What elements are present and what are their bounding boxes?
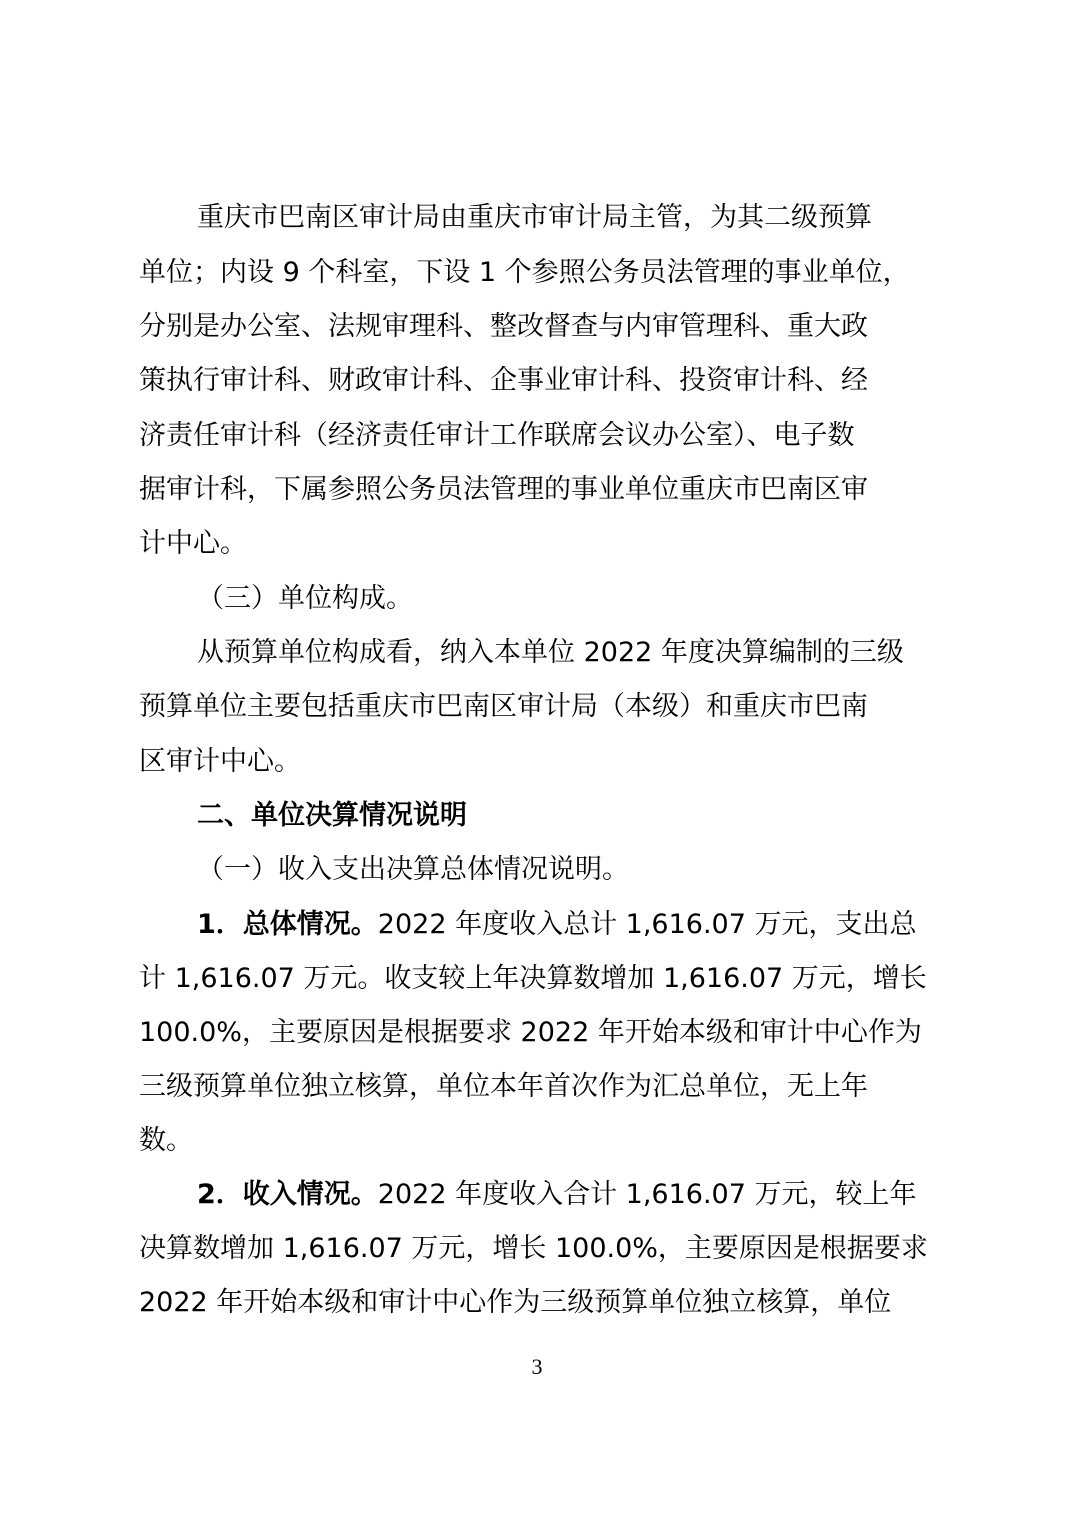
text-line (197, 1168, 917, 1222)
section-heading: 二、单位决算情况说明 (197, 800, 467, 831)
item-label: 1．总体情况。 (197, 909, 378, 940)
text-line: 预算单位主要包括重庆市巴南区审计局（本级）和重庆市巴南 (139, 691, 868, 722)
text-line: 数。 (139, 1125, 193, 1156)
subheading-unit-composition: （三）单位构成。 (197, 583, 413, 614)
text-line: 从预算单位构成看，纳入本单位 2022 年度决算编制的三级 (197, 637, 904, 668)
text-line: 100.0%，主要原因是根据要求 2022 年开始本级和审计中心作为 (139, 1017, 922, 1048)
text-line: 济责任审计科（经济责任审计工作联席会议办公室）、电子数 (139, 420, 855, 451)
text-line: 分别是办公室、法规审理科、整改督查与内审管理科、重大政 (139, 311, 868, 342)
item-text: 2022 年度收入合计 1,616.07 万元，较上年 (377, 1179, 917, 1210)
page-number: 3 (531, 1354, 543, 1379)
text-line: 策执行审计科、财政审计科、企事业审计科、投资审计科、经 (139, 365, 868, 396)
subheading-overview: （一）收入支出决算总体情况说明。 (197, 854, 629, 885)
text-line (197, 898, 917, 952)
text-line: 2022 年开始本级和审计中心作为三级预算单位独立核算，单位 (139, 1287, 892, 1318)
item-label: 2．收入情况。 (197, 1179, 378, 1210)
text-line: 三级预算单位独立核算，单位本年首次作为汇总单位，无上年 (139, 1071, 868, 1102)
text-line: 区审计中心。 (139, 746, 301, 777)
text-line: 单位；内设 9 个科室，下设 1 个参照公务员法管理的事业单位， (139, 257, 910, 288)
text-line: 重庆市巴南区审计局由重庆市审计局主管，为其二级预算 (197, 202, 872, 233)
text-line: 计中心。 (139, 528, 247, 559)
text-line: 计 1,616.07 万元。收支较上年决算数增加 1,616.07 万元，增长 (139, 963, 927, 994)
text-line: 决算数增加 1,616.07 万元，增长 100.0%，主要原因是根据要求 (139, 1233, 928, 1264)
text-line: 据审计科，下属参照公务员法管理的事业单位重庆市巴南区审 (139, 474, 868, 505)
item-text: 2022 年度收入总计 1,616.07 万元，支出总 (377, 909, 917, 940)
